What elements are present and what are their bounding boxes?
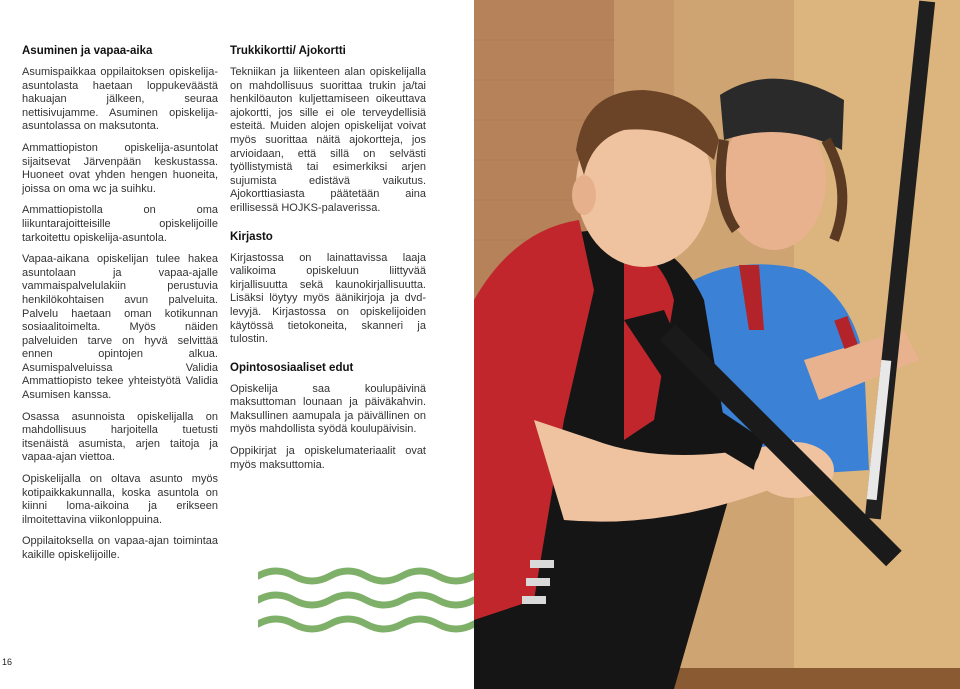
heading-trukkikortti: Trukkikortti/ Ajokortti xyxy=(230,45,346,57)
middle-column xyxy=(230,44,426,480)
paragraph: Asumispaikkaa oppilaitoksen opiskelija-asuntolasta haetaan loppukeväästä hakuajan jälkeen, seuraa nettisivujamme. Asuminen opiskelija-asuntolassa on maksutonta. xyxy=(22,66,218,133)
paragraph: Ammattiopiston opiskelija-asuntolat sijaitsevat Järvenpään keskustassa. Huoneet ovat yhden hengen huoneita, joissa on oma wc ja suihku. xyxy=(22,141,218,195)
paragraph: Kirjastossa on lainattavissa laaja valikoima opiskeluun liittyvää kirjallisuutta sekä kaunokirjallisuutta. Lisäksi löytyy myös äänikirjoja ja dvd-levyjä. Kirjastossa on opiskelijoiden käytössä tietokoneita, skanneri ja tulostin. xyxy=(230,251,426,346)
heading-asuminen: Asuminen ja vapaa-aika xyxy=(22,45,153,57)
heading-opintososiaaliset-edut: Opintososiaaliset edut xyxy=(230,361,354,374)
heading-kirjasto: Kirjasto xyxy=(230,230,273,243)
paragraph: Osassa asunnoista opiskelijalla on mahdollisuus harjoitella tuetusti itsenäistä asumista, arjen taitoja ja vapaa-ajan viettoa. xyxy=(22,410,218,464)
paragraph: Vapaa-aikana opiskelijan tulee hakea asuntolaan ja vapaa-ajalle vammaispalvelulakiin perustuvia henkilökohtaisen avun palveluita. Palvelu haetaan oman kotikunnan sosiaalitoimelta. Myös näiden palveluiden tarve on hyvä selvittää ennen opintojen alkua. Asumispalveluissa Validia Ammattiopisto tekee yhteistyötä Validia Asumisen kanssa. xyxy=(22,253,218,402)
paragraph: Opiskelijalla on oltava asunto myös kotipaikkakunnalla, koska asuntola on kiinni loma-aikoina ja erikseen ilmoitettavina viikonloppuina. xyxy=(22,473,218,526)
paragraph: Opiskelija saa koulupäivinä maksuttoman lounaan ja päiväkahvin. Maksullinen aamupala ja päivällinen on myös mahdollista syödä koulupäivisin. xyxy=(230,382,426,436)
paragraph: Ammattiopistolla on oma liikuntarajoitteisille opiskelijoille tarkoitettu opiskelija-asuntola. xyxy=(22,204,218,244)
photo-students xyxy=(474,0,960,689)
paragraph: Oppikirjat ja opiskelumateriaalit ovat myös maksuttomia. xyxy=(230,445,426,471)
page-number: 16 xyxy=(2,657,13,667)
left-column xyxy=(22,44,218,571)
paragraph: Oppilaitoksella on vapaa-ajan toimintaa kaikille opiskelijoille. xyxy=(22,535,218,561)
wave-decoration xyxy=(258,566,476,642)
paragraph: Tekniikan ja liikenteen alan opiskelijalla on mahdollisuus suorittaa trukin ja/tai henkilöauton kuljettamiseen oikeuttava ajokortti, jos sille ei ole terveydellisiä esteitä. Muiden alojen opiskelijat voivat myös suorittaa näitä ajokortteja, jos arvioidaan, että sillä on selvästi työllistymistä tai esimerkiksi arjen sujumista edistävä vaikutus. Ajokorttiasiasta päätetään aina erillisessä HOJKS-palaverissa. xyxy=(230,66,426,214)
photo-illustration xyxy=(474,0,960,689)
